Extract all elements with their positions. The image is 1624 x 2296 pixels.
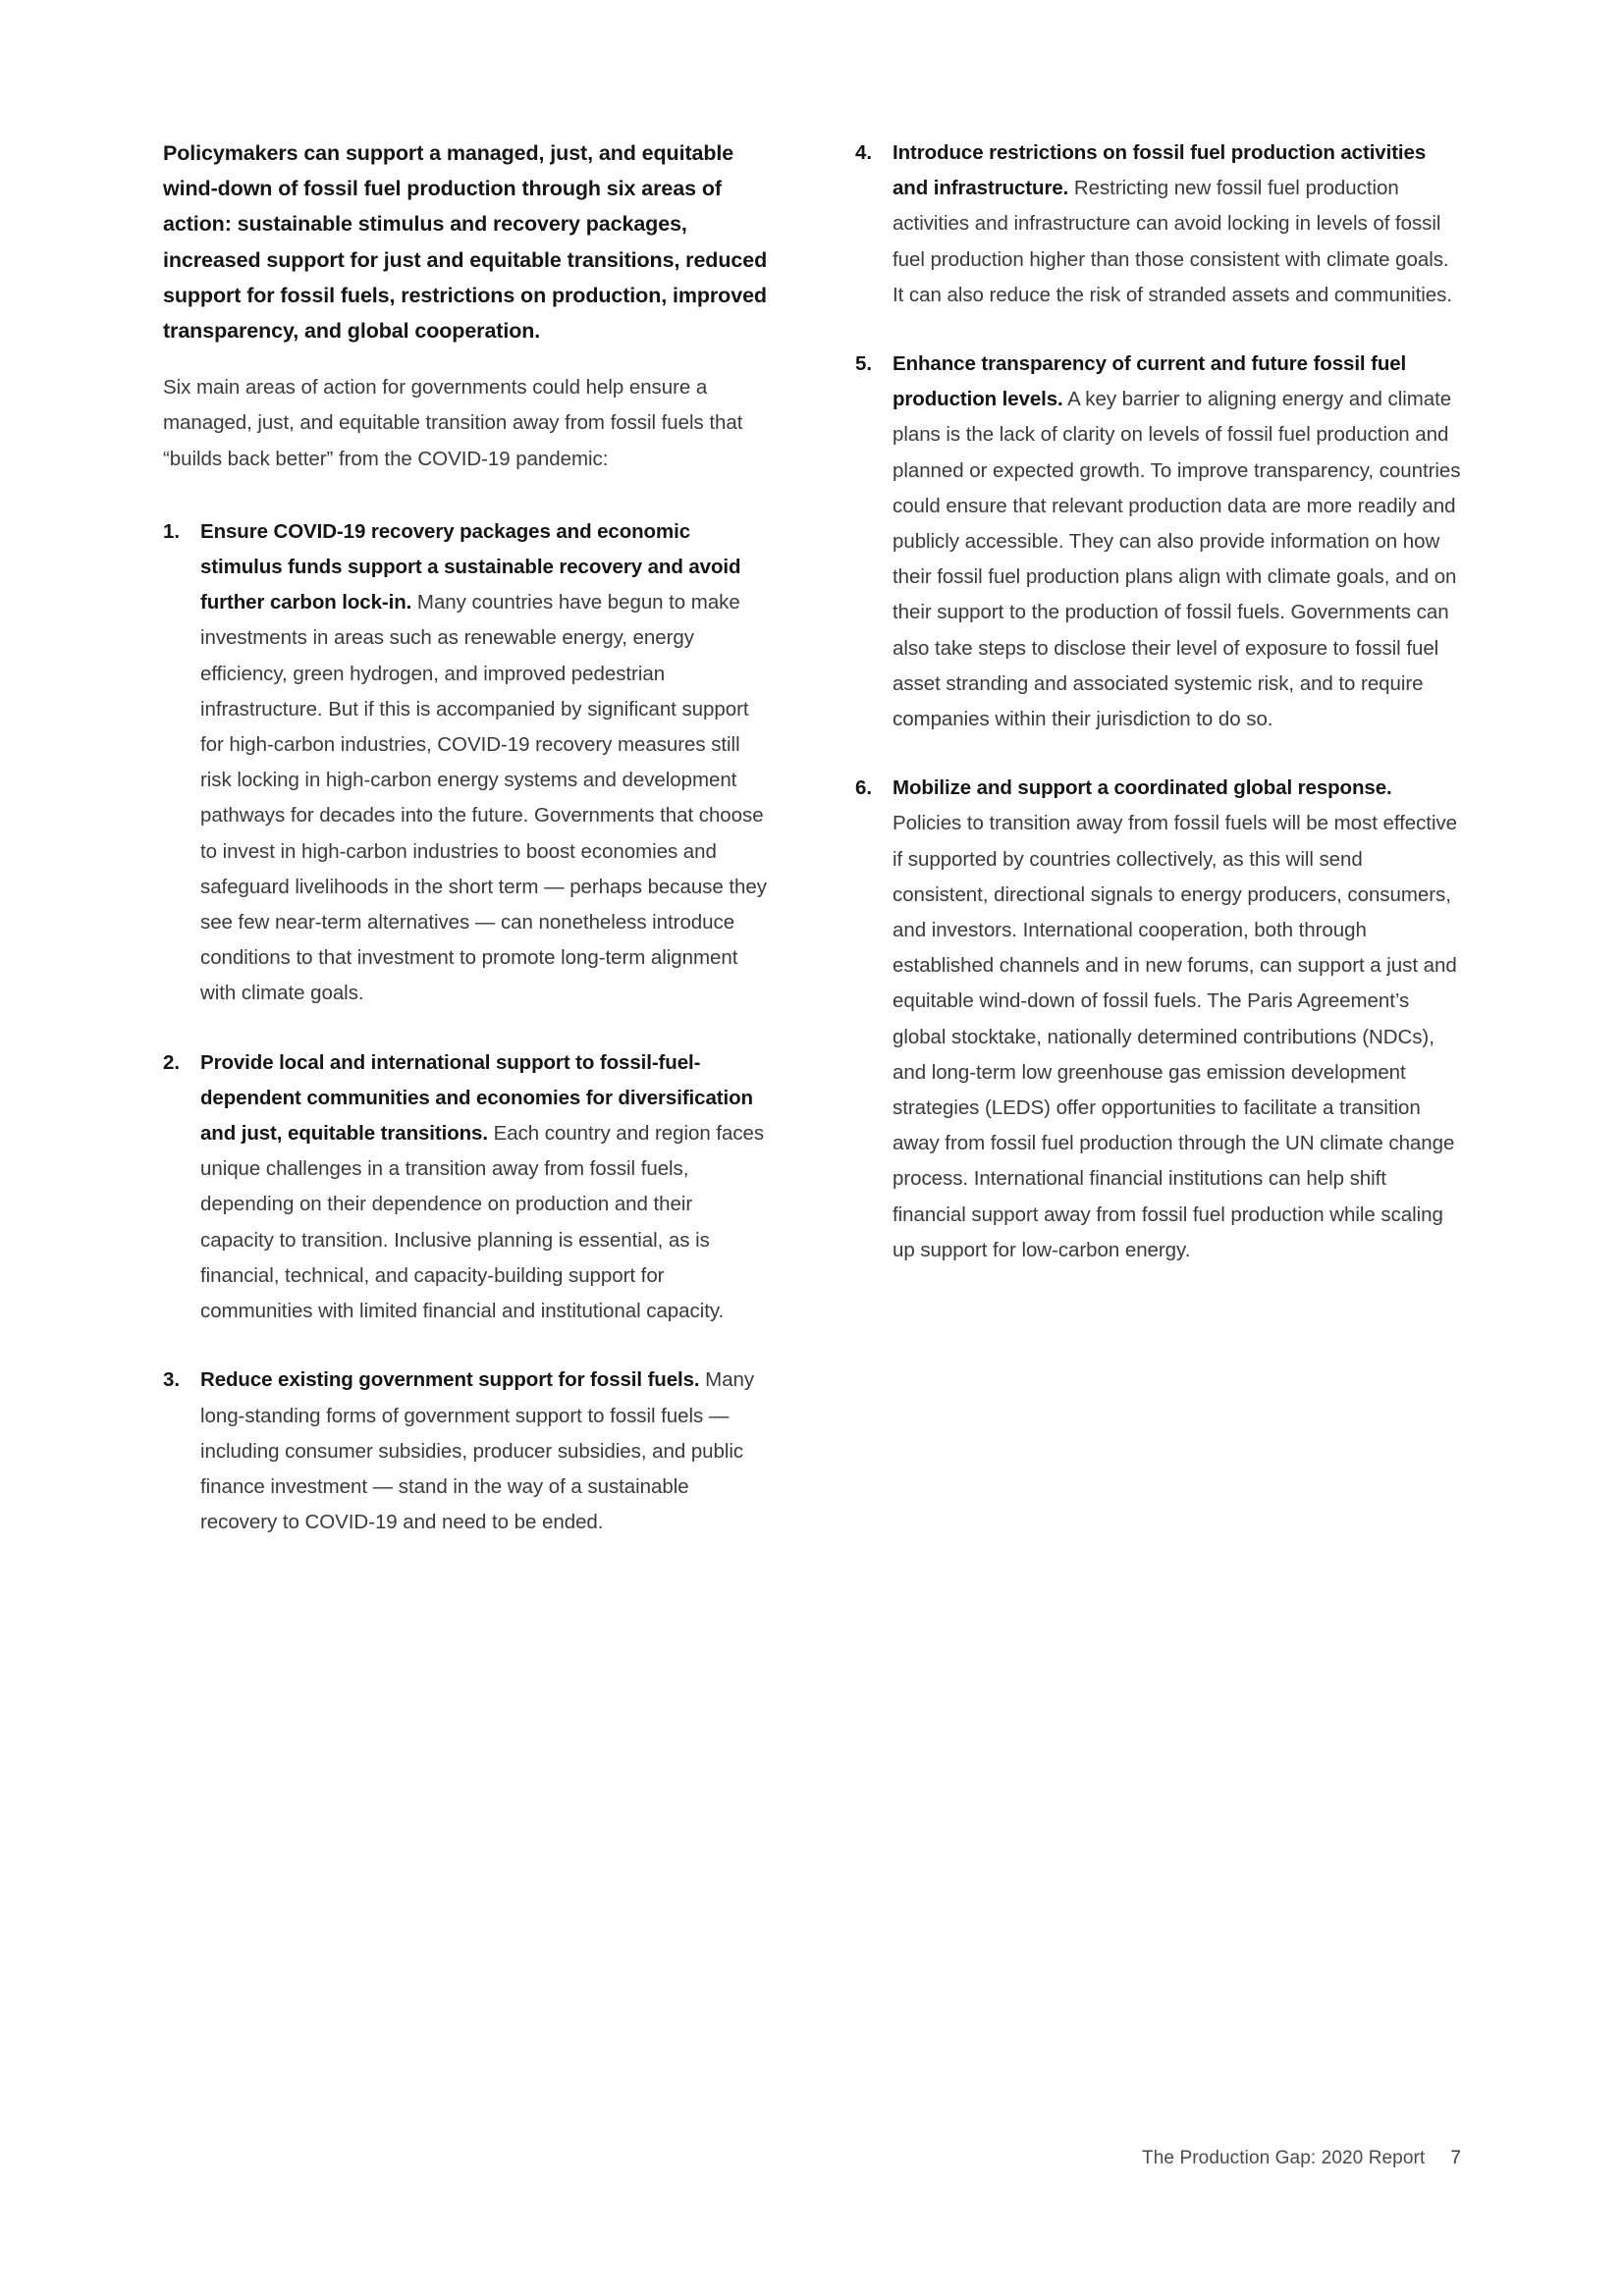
actions-list-left	[163, 514, 769, 1540]
action-item-1	[163, 514, 769, 1012]
action-body-3: Many long-standing forms of government support to fossil fuels — including consumer subsidies, producer subsidies, and public finance investment — stand in the way of a sustainable recovery to COVID-19 and need to be ended.	[200, 1368, 755, 1534]
action-title-6: Mobilize and support a coordinated global response.	[893, 776, 1392, 800]
action-number-6: 6.	[855, 776, 872, 800]
footer-document-title: The Production Gap: 2020 Report	[1142, 2148, 1426, 2168]
action-number-1: 1.	[163, 519, 180, 543]
action-title-1: Ensure COVID-19 recovery packages and economic stimulus funds support a sustainable recovery and avoid further carbon lock-in.	[200, 519, 741, 614]
action-number-2: 2.	[163, 1050, 180, 1074]
action-body-6: Policies to transition away from fossil fuels will be most effective if supported by countries collectively, as this will send consistent, directional signals to energy producers, consumers, and investors. International cooperation, both through established channels and in new forums, can support a just and equitable wind-down of fossil fuels. The Paris Agreement’s global stocktake, nationally determined contributions (NDCs), and long-term low greenhouse gas emission development strategies (LEDS) offer opportunities to facilitate a transition away from fossil fuel production through the UN climate change process. International financial institutions can help shift financial support away from fossil fuel production while scaling up support for low-carbon energy.	[893, 812, 1458, 1261]
action-item-5	[855, 347, 1461, 737]
action-item-6	[855, 771, 1461, 1268]
action-body-1: Many countries have begun to make investments in areas such as renewable energy, energy efficiency, green hydrogen, and improved pedestrian infrastructure. But if this is accompanied by significant support for high-carbon industries, COVID-19 recovery measures still risk locking in high-carbon energy systems and development pathways for decades into the future. Governments that choose to invest in high-carbon industries to boost economies and safeguard livelihoods in the short term — perhaps because they see few near-term alternatives — can nonetheless introduce conditions to that investment to promote long-term alignment with climate goals.	[200, 591, 767, 1005]
footer-page-number: 7	[1450, 2148, 1461, 2168]
action-title-2: Provide local and international support to fossil-fuel-dependent communities and economies for diversification and just, equitable transitions.	[200, 1050, 753, 1146]
action-title-4: Introduce restrictions on fossil fuel production activities and infrastructure.	[893, 141, 1427, 200]
action-title-3: Reduce existing government support for fossil fuels.	[200, 1368, 700, 1392]
left-column	[163, 135, 769, 1540]
lead-paragraph: Policymakers can support a managed, just, and equitable wind-down of fossil fuel production through six areas of action: sustainable stimulus and recovery packages, increased support for just and equitable transitions, reduced support for fossil fuels, restrictions on production, improved transparency, and global cooperation.	[163, 141, 768, 344]
page-footer	[0, 2148, 1461, 2169]
actions-list-right	[855, 135, 1461, 1268]
page-content	[163, 135, 1461, 1540]
action-item-2	[163, 1045, 769, 1330]
action-body-4: Restricting new fossil fuel production activities and infrastructure can avoid locking in levels of fossil fuel production higher than those consistent with climate goals. It can also reduce the risk of stranded assets and communities.	[893, 177, 1452, 306]
action-number-5: 5.	[855, 352, 872, 376]
action-title-5: Enhance transparency of current and future fossil fuel production levels.	[893, 352, 1407, 411]
intro-paragraph: Six main areas of action for governments could help ensure a managed, just, and equitable transition away from fossil fuels that “builds back better” from the COVID-19 pandemic:	[163, 376, 743, 470]
action-item-4	[855, 135, 1461, 313]
action-number-3: 3.	[163, 1368, 180, 1392]
action-number-4: 4.	[855, 141, 872, 164]
action-body-2: Each country and region faces unique challenges in a transition away from fossil fuels, depending on their dependence on production and their capacity to transition. Inclusive planning is essential, as is financial, technical, and capacity-building support for communities with limited financial and institutional capacity.	[200, 1122, 765, 1323]
right-column	[855, 135, 1461, 1268]
action-body-5: A key barrier to aligning energy and climate plans is the lack of clarity on levels of fossil fuel production and planned or expected growth. To improve transparency, countries could ensure that relevant production data are more readily and publicly accessible. They can also provide information on how their fossil fuel production plans align with climate goals, and on their support to the production of fossil fuels. Governments can also take steps to disclose their level of exposure to fossil fuel asset stranding and associated systemic risk, and to require companies within their jurisdiction to do so.	[893, 388, 1461, 731]
action-item-3	[163, 1362, 769, 1540]
